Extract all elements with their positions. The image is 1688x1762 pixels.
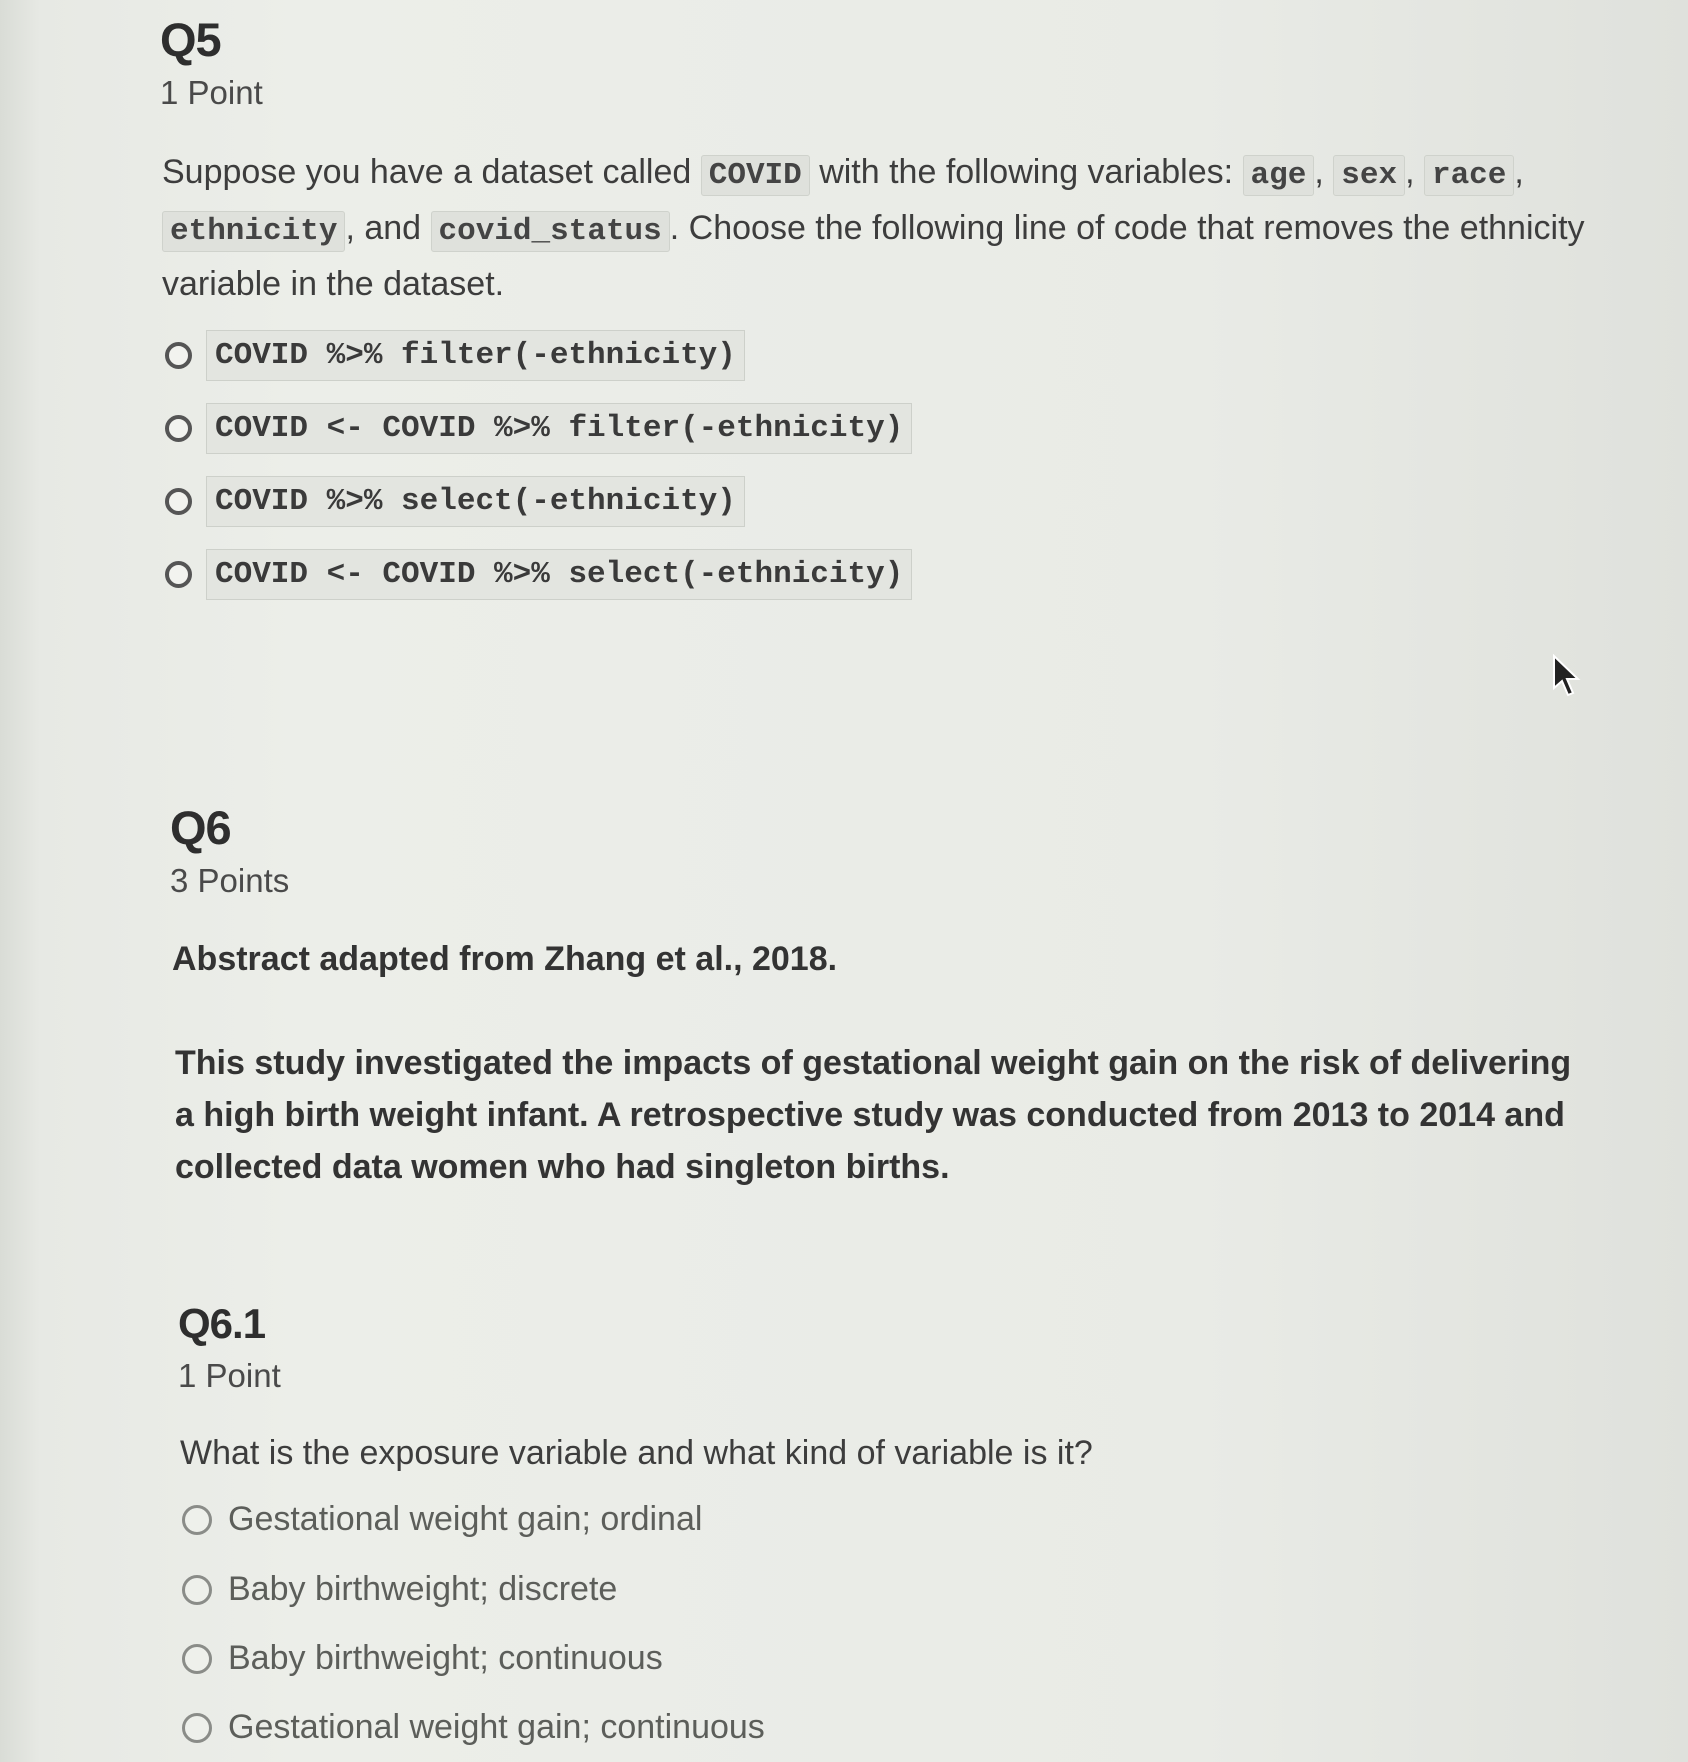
question-number-q6-1: Q6.1 (178, 1300, 266, 1347)
question-number-q5: Q5 (160, 13, 221, 66)
option-code: COVID <- COVID %>% select(-ethnicity) (206, 549, 912, 600)
code-var-covid-status: covid_status (431, 211, 670, 252)
radio-button[interactable] (182, 1713, 212, 1743)
radio-button[interactable] (182, 1575, 212, 1605)
option-code: COVID %>% select(-ethnicity) (206, 476, 745, 527)
radio-button[interactable] (182, 1505, 212, 1535)
q6-1-option-1[interactable] (182, 1500, 702, 1539)
radio-button[interactable] (182, 1644, 212, 1674)
radio-button[interactable] (165, 488, 192, 515)
q6-1-option-2[interactable] (182, 1570, 617, 1609)
option-label: Baby birthweight; continuous (228, 1639, 663, 1677)
radio-button[interactable] (165, 342, 192, 369)
option-code: COVID <- COVID %>% filter(-ethnicity) (206, 403, 912, 454)
option-code: COVID %>% filter(-ethnicity) (206, 330, 745, 381)
question-number-q6: Q6 (170, 801, 231, 854)
option-label: Gestational weight gain; continuous (228, 1708, 765, 1746)
q5-option-2[interactable] (165, 403, 912, 454)
question-prompt-q5: Suppose you have a dataset called COVID with the following variables: age , sex , race , ethnicity , and covid_status . Choose the following line of code that removes the ethnicity variable in the dataset. (162, 153, 1585, 303)
code-dataset-name: COVID (701, 155, 810, 196)
q5-option-3[interactable] (165, 476, 745, 527)
mouse-pointer-icon (1552, 654, 1582, 700)
code-var-ethnicity: ethnicity (162, 211, 345, 252)
question-points-q6: 3 Points (170, 862, 290, 899)
q6-1-option-3[interactable] (182, 1639, 663, 1678)
question-points-q6-1: 1 Point (178, 1357, 281, 1394)
abstract-source: Abstract adapted from Zhang et al., 2018. (172, 940, 838, 978)
code-var-age: age (1243, 155, 1315, 196)
radio-button[interactable] (165, 415, 192, 442)
option-label: Baby birthweight; discrete (228, 1570, 618, 1608)
q5-option-4[interactable] (165, 549, 912, 600)
abstract-text: This study investigated the impacts of gestational weight gain on the risk of delivering a high birth weight infant. A retrospective study was conducted from 2013 to 2014 and collected data women who had singleton births. (175, 1044, 1572, 1186)
option-label: Gestational weight gain; ordinal (228, 1500, 703, 1538)
q6-1-option-4[interactable] (182, 1708, 765, 1747)
radio-button[interactable] (165, 561, 192, 588)
code-var-sex: sex (1333, 155, 1405, 196)
question-points-q5: 1 Point (160, 74, 263, 111)
q5-option-1[interactable] (165, 330, 745, 381)
code-var-race: race (1424, 155, 1514, 196)
question-prompt-q6-1: What is the exposure variable and what kind of variable is it? (180, 1434, 1093, 1472)
